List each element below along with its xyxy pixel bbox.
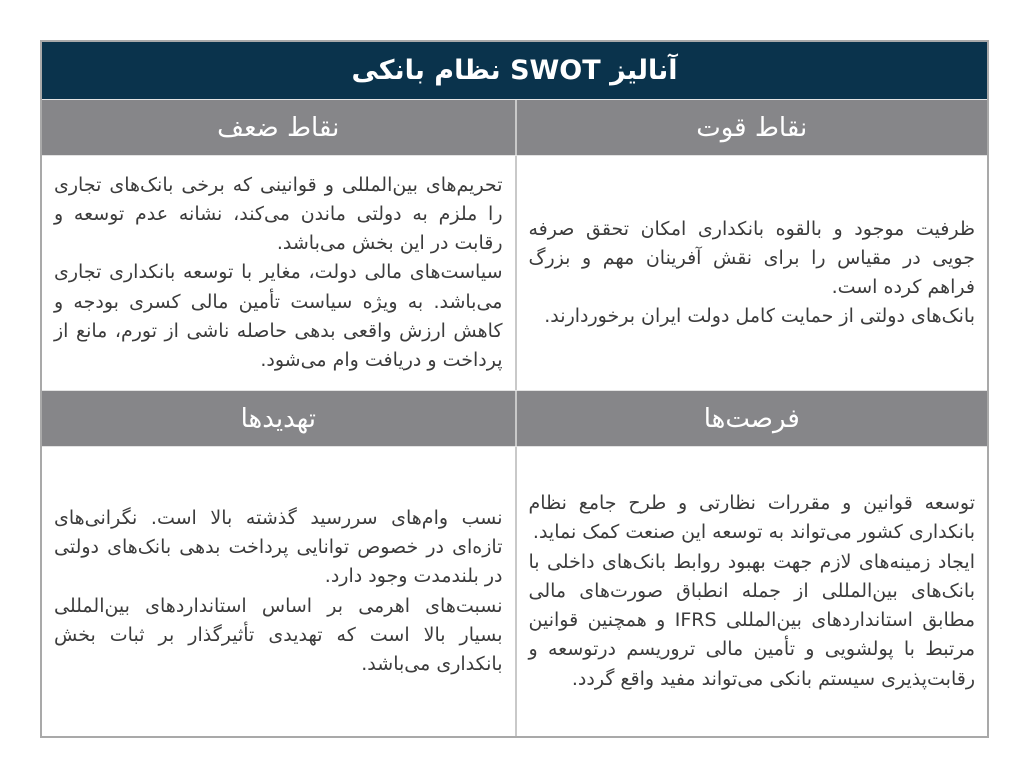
- strengths-quadrant: [515, 156, 988, 390]
- paragraph: نسب وام‌های سررسید گذشته بالا است. نگرانی‌های تازه‌ای در خصوص توانایی پرداخت بدهی بانک‌های دولتی در بلندمدت وجود دارد.: [54, 506, 503, 588]
- paragraph: سیاست‌های مالی دولت، مغایر با توسعه بانکداری تجاری می‌باشد. به ویژه سیاست تأمین مالی کسری بودجه و کاهش ارزش واقعی بدهی حاصله ناشی از تورم، مانع از پرداخت و دریافت وام می‌شود.: [54, 261, 503, 372]
- swot-table: [40, 40, 989, 738]
- opportunities-quadrant: [515, 447, 988, 736]
- paragraph: نسبت‌های اهرمی بر اساس استانداردهای بین‌المللی بسیار بالا است که تهدیدی تأثیرگذار بر ثبات بخش بانکداری می‌باشد.: [54, 594, 503, 675]
- table-title: آنالیز SWOT نظام بانکی: [351, 55, 678, 86]
- strengths-header: نقاط قوت: [696, 112, 808, 143]
- content-row-top: [42, 156, 987, 390]
- content-row-bottom: [42, 447, 987, 736]
- strengths-header-cell: [515, 100, 988, 155]
- table-title-bar: [42, 42, 987, 99]
- threats-quadrant: [42, 447, 515, 736]
- weaknesses-header: نقاط ضعف: [217, 112, 340, 143]
- header-row-bottom: [42, 390, 987, 447]
- header-row-top: [42, 99, 987, 156]
- threats-header-cell: [42, 391, 515, 446]
- weaknesses-quadrant: [42, 156, 515, 390]
- weaknesses-header-cell: [42, 100, 515, 155]
- paragraph: توسعه قوانین و مقررات نظارتی و طرح جامع نظام بانکداری کشور می‌تواند به توسعه این صنعت کمک نماید.: [528, 492, 975, 544]
- paragraph: ایجاد زمینه‌های لازم جهت بهبود روابط بانک‌های داخلی با بانک‌های بین‌المللی از جمله انطباق صورت‌های مالی مطابق استانداردهای بین‌المللی IFRS و همچنین قوانین مرتبط با پولشویی و تأمین مالی تروریسم درتوسعه و رقابت‌پذیری سیستم بانکی می‌تواند مفید واقع گردد.: [528, 550, 975, 690]
- opportunities-header: فرصت‌ها: [703, 403, 800, 434]
- paragraph: بانک‌های دولتی از حمایت کامل دولت ایران برخوردارند.: [544, 305, 975, 328]
- paragraph: ظرفیت موجود و بالقوه بانکداری امکان تحقق صرفه جویی در مقیاس را برای نقش آفرینان مهم و بزرگ فراهم کرده است.: [528, 217, 975, 298]
- threats-header: تهدیدها: [240, 403, 316, 434]
- paragraph: تحریم‌های بین‌المللی و قوانینی که برخی بانک‌های تجاری را ملزم به دولتی ماندن می‌کند، نشانه عدم توسعه و رقابت در این بخش می‌باشد.: [54, 173, 503, 255]
- opportunities-header-cell: [515, 391, 988, 446]
